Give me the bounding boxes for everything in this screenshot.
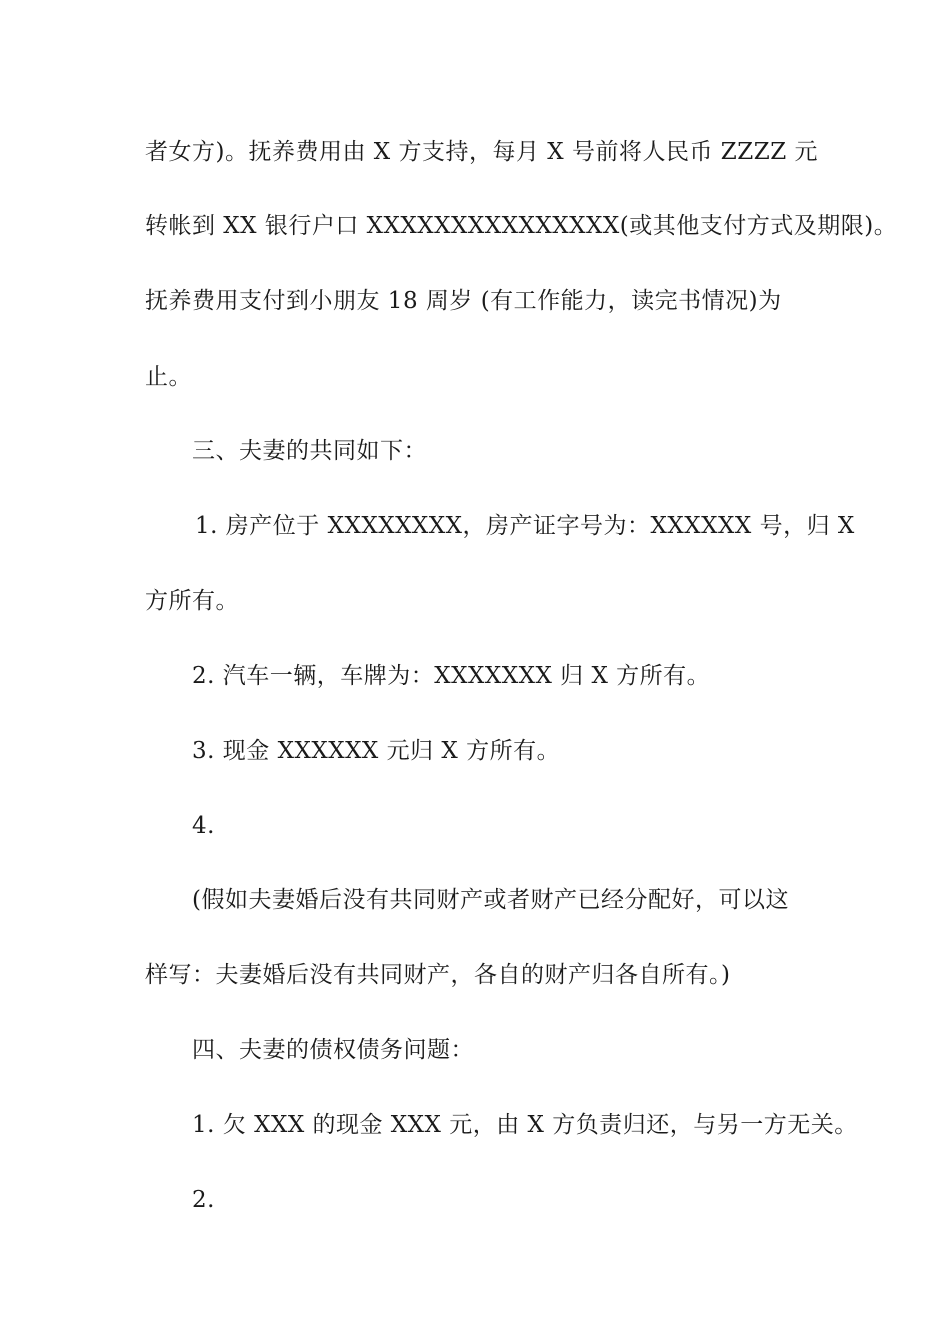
section-heading-4: 四、夫妻的债权债务问题： (192, 1037, 474, 1063)
list-item-4: 4. (192, 813, 215, 839)
list-item-1-line-1: 1. 房产位于 XXXXXXXX，房产证字号为：XXXXXX 号，归 X (195, 513, 855, 539)
debt-item-1: 1. 欠 XXX 的现金 XXX 元，由 X 方负责归还，与另一方无关。 (192, 1112, 858, 1138)
list-item-3: 3. 现金 XXXXXX 元归 X 方所有。 (192, 738, 561, 764)
text-line-1: 者女方)。抚养费用由 X 方支持，每月 X 号前将人民币 ZZZZ 元 (145, 139, 819, 165)
section-heading-3: 三、夫妻的共同如下： (192, 438, 427, 464)
note-line-2: 样写：夫妻婚后没有共同财产，各自的财产归各自所有。) (145, 962, 731, 988)
note-line-1: (假如夫妻婚后没有共同财产或者财产已经分配好，可以这 (192, 887, 789, 913)
list-item-1-line-2: 方所有。 (145, 588, 239, 614)
debt-item-2: 2. (192, 1187, 215, 1213)
text-line-2: 转帐到 XX 银行户口 XXXXXXXXXXXXXXX(或其他支付方式及期限)。 (145, 213, 898, 239)
text-line-3: 抚养费用支付到小朋友 18 周岁 (有工作能力，读完书情况)为 (145, 288, 782, 314)
list-item-2: 2. 汽车一辆，车牌为：XXXXXXX 归 X 方所有。 (192, 663, 711, 689)
text-line-4: 止。 (145, 364, 192, 390)
